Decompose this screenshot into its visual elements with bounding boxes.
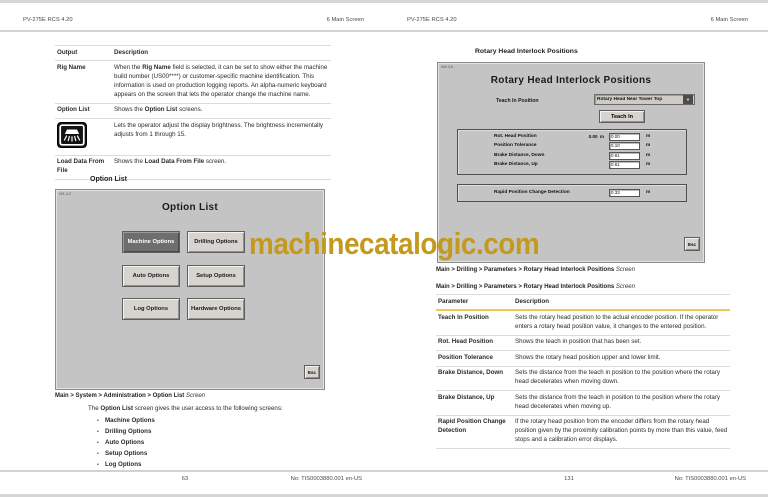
parameter-table-header xyxy=(436,294,730,311)
description-cell: If the rotary head position from the encoder differs from the rotary head position given by the proximity calibration points by more than this value, feed stops and a calibration error displays. xyxy=(515,418,728,444)
option-button-drilling-options[interactable]: Drilling Options xyxy=(187,231,245,253)
list-item xyxy=(97,450,155,461)
bullet-label: Log Options xyxy=(105,461,142,468)
breadcrumb-caption xyxy=(55,393,205,399)
footer-rule xyxy=(0,470,384,472)
breadcrumb-suffix: Screen xyxy=(185,393,205,399)
intro-paragraph xyxy=(88,405,338,412)
bullet-icon: • xyxy=(97,428,99,435)
option-button-hardware-options[interactable]: Hardware Options xyxy=(187,298,245,320)
bullet-label: Setup Options xyxy=(105,450,148,457)
bullet-icon: • xyxy=(97,439,99,446)
parameter-cell: Rapid Position Change Detection xyxy=(438,418,506,435)
esc-button[interactable]: Esc xyxy=(684,237,700,251)
esc-button[interactable]: Esc xyxy=(304,365,320,379)
rapid-detection-group xyxy=(457,184,687,202)
teach-position-dropdown[interactable] xyxy=(594,94,695,105)
bullet-icon: • xyxy=(97,417,99,424)
description-cell: Shows the teach in position that has been set. xyxy=(515,338,642,346)
parameter-cell: Teach In Position xyxy=(438,313,489,321)
breadcrumb-suffix: Screen xyxy=(615,267,635,273)
column-header-parameter: Parameter xyxy=(438,297,469,305)
table-row xyxy=(436,391,730,415)
table-row xyxy=(436,367,730,391)
table-row xyxy=(55,104,331,119)
parameter-table-body xyxy=(436,311,730,449)
unit-label: m xyxy=(646,143,651,149)
table-row xyxy=(55,119,331,155)
option-button-machine-options[interactable]: Machine Options xyxy=(122,231,180,253)
text-segment: screens. xyxy=(177,106,203,114)
option-button-log-options[interactable]: Log Options xyxy=(122,298,180,320)
section-heading-option-list: Option List xyxy=(90,176,127,183)
text-segment: Load Data From File xyxy=(144,158,205,166)
page-header-model: PV-275E RCS 4.20 xyxy=(23,17,73,23)
screen-id-label: W1.4.2 xyxy=(59,192,72,196)
bullet-label: Machine Options xyxy=(105,417,155,424)
output-cell: Rig Name xyxy=(57,63,86,71)
breadcrumb-caption xyxy=(436,267,635,273)
breadcrumb-path: Main > System > Administration > Option List xyxy=(55,393,185,399)
list-item xyxy=(97,439,155,450)
watermark-text: machinecatalogic.com xyxy=(249,226,540,261)
option-bullet-list xyxy=(97,417,155,472)
field-label-brake-distance-down: Brake Distance, Down xyxy=(494,152,545,158)
rapid-detection-label: Rapid Position Change Detection xyxy=(494,190,570,195)
document-number: No: TIS0003880.001 en-US xyxy=(674,476,746,482)
description-cell: Sets the rotary head position to the actual encoder position. If the operator enters a rotary head position value, it changes to the entered position. xyxy=(515,313,719,330)
field-input-brake-distance-down[interactable]: 0.61 xyxy=(609,152,640,160)
rapid-detection-input[interactable]: 0.33 xyxy=(609,189,640,197)
text-segment: Option List xyxy=(144,106,178,114)
text-segment: Shows the xyxy=(114,106,145,114)
description-cell xyxy=(114,122,331,152)
column-header-description: Description xyxy=(114,48,149,56)
text-segment: When the xyxy=(114,63,143,71)
breadcrumb-path: Main > Drilling > Parameters > Rotary Head Interlock Positions xyxy=(436,267,615,273)
table-row xyxy=(436,416,730,449)
icon-cell xyxy=(57,122,114,152)
teach-in-position-label: Teach In Position xyxy=(496,98,539,104)
chevron-down-icon[interactable]: ▼ xyxy=(683,95,693,104)
unit-label: m xyxy=(646,190,651,195)
description-cell: Shows the rotary head position upper and lower limit. xyxy=(515,353,661,361)
parameter-cell: Brake Distance, Up xyxy=(438,393,495,401)
list-item xyxy=(97,428,155,439)
footer-rule xyxy=(384,470,768,472)
field-input-rot-head-position[interactable]: 0.00 xyxy=(609,133,640,141)
field-input-brake-distance-up[interactable]: 0.61 xyxy=(609,161,640,169)
bullet-label: Auto Options xyxy=(105,439,145,446)
field-label-rot-head-position: Rot. Head Position xyxy=(494,134,537,139)
parameter-cell: Position Tolerance xyxy=(438,353,493,361)
field-row xyxy=(458,133,686,142)
text-segment: Option List xyxy=(100,405,134,412)
description-cell xyxy=(114,158,331,176)
text-segment: Rig Name xyxy=(142,63,171,71)
field-row xyxy=(458,189,686,198)
position-fields-group xyxy=(457,129,687,175)
section-heading-rotary: Rotary Head Interlock Positions xyxy=(475,48,578,55)
text-segment: The xyxy=(88,405,101,412)
table-row xyxy=(436,351,730,366)
page-number: 63 xyxy=(181,476,189,482)
output-cell: Load Data From File xyxy=(57,158,105,175)
screen-id-label: W6.3.6 xyxy=(441,65,454,69)
description-cell xyxy=(114,64,331,100)
field-row xyxy=(458,161,686,170)
bullet-label: Drilling Options xyxy=(105,428,152,435)
display-brightness-icon xyxy=(57,122,87,148)
output-table xyxy=(55,45,331,180)
unit-label: m xyxy=(646,162,651,168)
option-list-screenshot xyxy=(55,189,325,390)
page-header-model: PV-275E RCS 4.20 xyxy=(407,17,457,23)
bullet-icon: • xyxy=(97,450,99,457)
text-segment: Lets the operator adjust the display brightness. The brightness incrementally adjusts from 1 through 15. xyxy=(114,121,324,138)
breadcrumb-path: Main > Drilling > Parameters > Rotary Head Interlock Positions xyxy=(436,284,615,290)
screen-title: Rotary Head Interlock Positions xyxy=(490,75,652,86)
field-input-position-tolerance[interactable]: 0.10 xyxy=(609,142,640,150)
table-row xyxy=(436,311,730,335)
header-rule xyxy=(0,30,384,32)
field-row xyxy=(458,142,686,151)
page-number: 131 xyxy=(564,476,574,482)
option-button-setup-options[interactable]: Setup Options xyxy=(187,265,245,287)
description-cell xyxy=(114,106,331,115)
text-segment: field is selected, it can be set to show either the machine build number (US00****) or customer-specific machine identification. This information is used on production logging reports. An alpha-numeric keyboard appears on the screen that lets the operator change the machine name. xyxy=(114,63,328,98)
output-table-body xyxy=(55,61,331,180)
unit-label: m xyxy=(646,152,651,158)
breadcrumb-caption xyxy=(436,284,635,290)
field-label-position-tolerance: Position Tolerance xyxy=(494,143,537,149)
parameter-cell: Brake Distance, Down xyxy=(438,369,503,377)
text-segment: screen gives the user access to the following screens: xyxy=(133,405,283,412)
list-item xyxy=(97,417,155,428)
document-number: No: TIS0003880.001 en-US xyxy=(290,476,362,482)
dropdown-selected-value: Rotary Head Near Tower Top xyxy=(597,97,663,102)
description-cell: Sets the distance from the teach in position to the position where the rotary head decelerates when moving down. xyxy=(515,369,720,386)
table-row xyxy=(55,61,331,103)
text-segment: screen. xyxy=(204,158,227,166)
teach-in-button[interactable]: Teach In xyxy=(599,110,645,123)
description-cell: Sets the distance from the teach in position to the position where the rotary head decelerates when moving up. xyxy=(515,393,720,410)
column-header-description: Description xyxy=(515,297,550,305)
text-segment: Shows the xyxy=(114,158,145,166)
header-rule xyxy=(384,30,768,32)
current-value-readout: 0.00 m xyxy=(588,134,604,139)
page-header-chapter: 6 Main Screen xyxy=(710,17,748,23)
output-table-header xyxy=(55,45,331,61)
unit-label: m xyxy=(646,134,651,139)
bullet-icon: • xyxy=(97,461,99,468)
field-row xyxy=(458,152,686,161)
parameter-table xyxy=(436,294,730,449)
column-header-output: Output xyxy=(57,48,78,56)
output-cell: Option List xyxy=(57,106,90,114)
field-label-brake-distance-up: Brake Distance, Up xyxy=(494,162,538,168)
parameter-cell: Rot. Head Position xyxy=(438,338,494,346)
page-header-chapter: 6 Main Screen xyxy=(326,17,364,23)
table-row xyxy=(436,336,730,351)
breadcrumb-suffix: Screen xyxy=(615,284,635,290)
option-button-auto-options[interactable]: Auto Options xyxy=(122,265,180,287)
screen-title: Option List xyxy=(161,202,219,213)
